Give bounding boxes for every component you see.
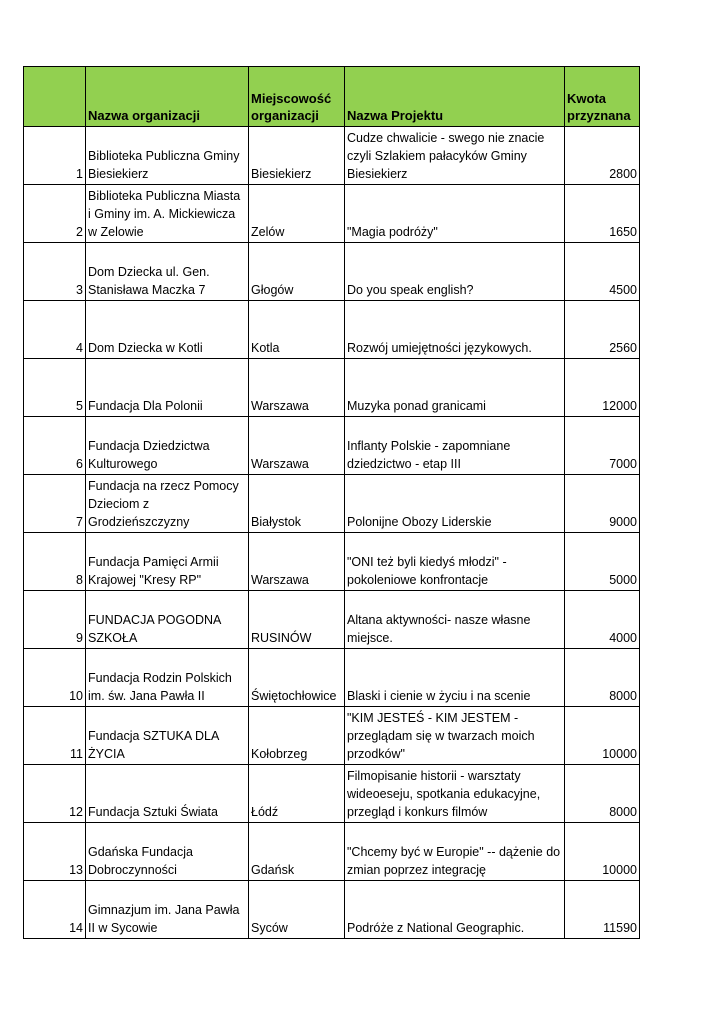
- grants-table: [23, 66, 640, 939]
- project-name: Podróże z National Geographic.: [345, 881, 565, 939]
- row-number: 10: [24, 649, 86, 707]
- granted-amount: 7000: [565, 417, 640, 475]
- project-name: Do you speak english?: [345, 243, 565, 301]
- table-row: [24, 823, 640, 881]
- row-number: 7: [24, 475, 86, 533]
- row-number: 12: [24, 765, 86, 823]
- table-row: [24, 881, 640, 939]
- project-name: Altana aktywności- nasze własne miejsce.: [345, 591, 565, 649]
- header-city: Miejscowość organizacji: [249, 67, 345, 127]
- row-number: 11: [24, 707, 86, 765]
- organization-city: Syców: [249, 881, 345, 939]
- table-row: [24, 243, 640, 301]
- organization-city: Biesiekierz: [249, 127, 345, 185]
- organization-city: Kotla: [249, 301, 345, 359]
- project-name: "Magia podróży": [345, 185, 565, 243]
- project-name: "Chcemy być w Europie" -- dążenie do zmian poprzez integrację: [345, 823, 565, 881]
- organization-city: Łódź: [249, 765, 345, 823]
- organization-city: Głogów: [249, 243, 345, 301]
- row-number: 2: [24, 185, 86, 243]
- row-number: 8: [24, 533, 86, 591]
- organization-name: Fundacja na rzecz Pomocy Dzieciom z Grodzieńszczyzny: [86, 475, 249, 533]
- project-name: Rozwój umiejętności językowych.: [345, 301, 565, 359]
- organization-city: Białystok: [249, 475, 345, 533]
- table-row: [24, 127, 640, 185]
- granted-amount: 8000: [565, 649, 640, 707]
- organization-name: Dom Dziecka w Kotli: [86, 301, 249, 359]
- granted-amount: 9000: [565, 475, 640, 533]
- organization-city: RUSINÓW: [249, 591, 345, 649]
- header-project: Nazwa Projektu: [345, 67, 565, 127]
- table-row: [24, 649, 640, 707]
- organization-name: Fundacja SZTUKA DLA ŻYCIA: [86, 707, 249, 765]
- table-row: [24, 301, 640, 359]
- organization-city: Świętochłowice: [249, 649, 345, 707]
- organization-city: Warszawa: [249, 417, 345, 475]
- organization-name: FUNDACJA POGODNA SZKOŁA: [86, 591, 249, 649]
- row-number: 9: [24, 591, 86, 649]
- project-name: Cudze chwalicie - swego nie znacie czyli Szlakiem pałacyków Gminy Biesiekierz: [345, 127, 565, 185]
- organization-name: Gimnazjum im. Jana Pawła II w Sycowie: [86, 881, 249, 939]
- table-row: [24, 765, 640, 823]
- table-row: [24, 475, 640, 533]
- granted-amount: 12000: [565, 359, 640, 417]
- granted-amount: 8000: [565, 765, 640, 823]
- granted-amount: 11590: [565, 881, 640, 939]
- header-amount: Kwota przyznana: [565, 67, 640, 127]
- granted-amount: 4500: [565, 243, 640, 301]
- project-name: Polonijne Obozy Liderskie: [345, 475, 565, 533]
- table-row: [24, 707, 640, 765]
- project-name: "KIM JESTEŚ - KIM JESTEM - przeglądam się w twarzach moich przodków": [345, 707, 565, 765]
- table-row: [24, 359, 640, 417]
- organization-name: Fundacja Dziedzictwa Kulturowego: [86, 417, 249, 475]
- row-number: 4: [24, 301, 86, 359]
- row-number: 14: [24, 881, 86, 939]
- organization-city: Kołobrzeg: [249, 707, 345, 765]
- organization-city: Warszawa: [249, 533, 345, 591]
- row-number: 3: [24, 243, 86, 301]
- organization-city: Zelów: [249, 185, 345, 243]
- table-row: [24, 591, 640, 649]
- organization-name: Fundacja Sztuki Świata: [86, 765, 249, 823]
- granted-amount: 2800: [565, 127, 640, 185]
- organization-name: Fundacja Pamięci Armii Krajowej "Kresy RP": [86, 533, 249, 591]
- organization-name: Fundacja Rodzin Polskich im. św. Jana Pawła II: [86, 649, 249, 707]
- organization-city: Gdańsk: [249, 823, 345, 881]
- organization-city: Warszawa: [249, 359, 345, 417]
- row-number: 6: [24, 417, 86, 475]
- organization-name: Biblioteka Publiczna Miasta i Gminy im. A. Mickiewicza w Zelowie: [86, 185, 249, 243]
- project-name: "ONI też byli kiedyś młodzi" - pokoleniowe konfrontacje: [345, 533, 565, 591]
- table-row: [24, 185, 640, 243]
- granted-amount: 1650: [565, 185, 640, 243]
- organization-name: Fundacja Dla Polonii: [86, 359, 249, 417]
- granted-amount: 5000: [565, 533, 640, 591]
- table-row: [24, 417, 640, 475]
- row-number: 5: [24, 359, 86, 417]
- row-number: 13: [24, 823, 86, 881]
- organization-name: Gdańska Fundacja Dobroczynności: [86, 823, 249, 881]
- header-number: [24, 67, 86, 127]
- project-name: Blaski i cienie w życiu i na scenie: [345, 649, 565, 707]
- project-name: Filmopisanie historii - warsztaty wideoeseju, spotkania edukacyjne, przegląd i konkurs filmów: [345, 765, 565, 823]
- granted-amount: 10000: [565, 823, 640, 881]
- header-organization: Nazwa organizacji: [86, 67, 249, 127]
- project-name: Muzyka ponad granicami: [345, 359, 565, 417]
- organization-name: Dom Dziecka ul. Gen. Stanisława Maczka 7: [86, 243, 249, 301]
- granted-amount: 2560: [565, 301, 640, 359]
- organization-name: Biblioteka Publiczna Gminy Biesiekierz: [86, 127, 249, 185]
- header-row: [24, 67, 640, 127]
- granted-amount: 10000: [565, 707, 640, 765]
- table-row: [24, 533, 640, 591]
- granted-amount: 4000: [565, 591, 640, 649]
- project-name: Inflanty Polskie - zapomniane dziedzictwo - etap III: [345, 417, 565, 475]
- row-number: 1: [24, 127, 86, 185]
